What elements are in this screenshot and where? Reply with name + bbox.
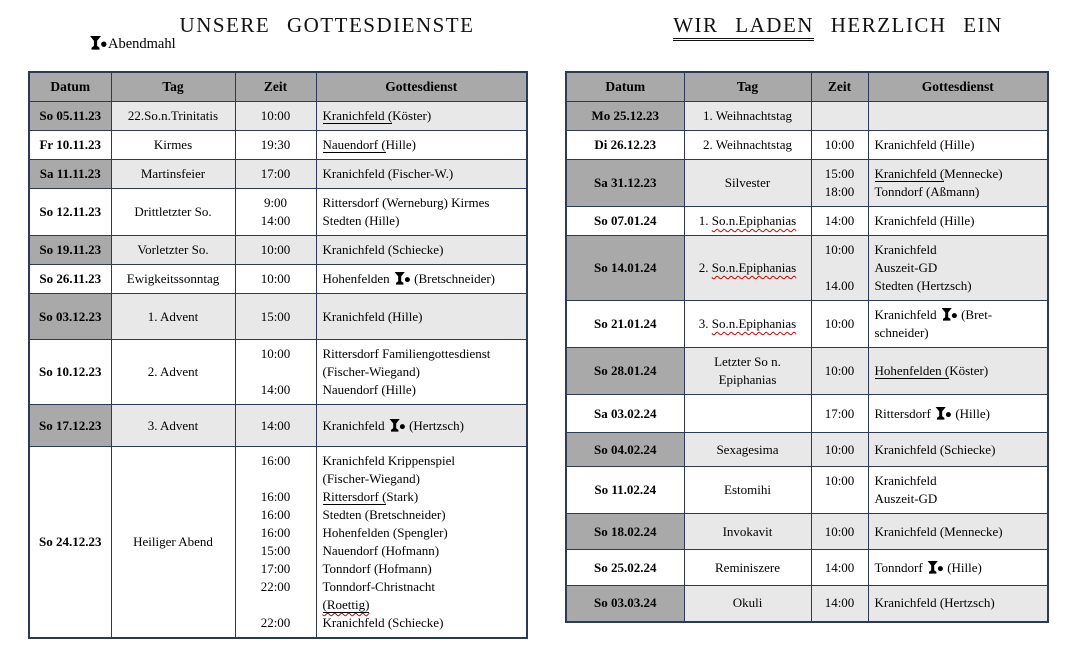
text-segment: Tonndorf (Aßmann)	[874, 184, 980, 199]
text-segment: 10:00	[824, 523, 855, 539]
table-row	[29, 340, 527, 405]
text-segment: 22.So.n.Trinitatis	[127, 108, 219, 123]
text-segment: Kranichfeld (	[322, 108, 393, 123]
text-segment: 19:30	[260, 137, 291, 152]
text-segment: 10:00	[824, 441, 855, 457]
table-row	[29, 294, 527, 340]
text-segment: Kranichfeld (Hille)	[874, 213, 975, 228]
text-segment: 3. Advent	[147, 417, 199, 433]
zeit-cell	[811, 586, 868, 622]
chalice-icon	[927, 561, 943, 574]
text-segment: Stedten (Hille)	[322, 213, 400, 228]
text-segment: So.n.Epiphanias	[711, 260, 797, 275]
text-segment: So.n.Epiphanias	[711, 213, 797, 228]
communion-legend	[88, 36, 176, 53]
gottesdienst-cell	[868, 433, 1048, 467]
text-segment: Kranichfeld (Hille)	[874, 137, 975, 152]
datum-cell: Mo 25.12.23	[566, 102, 684, 131]
text-segment: Hohenfelden (	[874, 363, 950, 378]
gottesdienst-cell	[316, 236, 527, 265]
zeit-cell	[811, 207, 868, 236]
text-segment: (Bretschneider)	[410, 271, 495, 286]
table-row	[566, 348, 1048, 395]
table-row	[29, 189, 527, 236]
text-segment: Hohenfelden (Spengler)	[322, 525, 448, 540]
zeit-cell	[235, 447, 316, 639]
text-segment: 2. Weihnachtstag	[703, 137, 792, 152]
gottesdienst-cell	[316, 265, 527, 294]
zeit-cell	[811, 131, 868, 160]
text-segment: 2. Advent	[147, 364, 199, 379]
datum-cell: So 07.01.24	[566, 207, 684, 236]
zeit-cell	[811, 514, 868, 550]
tag-cell	[684, 207, 811, 236]
gottesdienst-cell	[316, 189, 527, 236]
text-segment: Nauendorf (Hofmann)	[322, 543, 440, 558]
text-segment: Tonndorf	[874, 559, 926, 575]
column-header: Tag	[684, 72, 811, 102]
zeit-cell	[811, 433, 868, 467]
text-segment: 14:00	[824, 213, 855, 228]
text-segment: Rittersdorf (	[322, 489, 387, 504]
zeit-cell	[811, 348, 868, 395]
text-segment: (Hille)	[943, 559, 982, 575]
text-segment: Kranichfeld (Schiecke)	[874, 441, 996, 457]
text-segment: 15:00	[824, 166, 855, 181]
datum-cell: So 28.01.24	[566, 348, 684, 395]
invitation-table-right	[565, 71, 1049, 623]
text-segment: Kranichfeld	[874, 307, 940, 322]
text-segment: 22:00	[260, 579, 291, 594]
gottesdienst-cell	[868, 348, 1048, 395]
text-segment: Kranichfeld	[874, 242, 937, 257]
text-segment: 17:00	[824, 405, 855, 421]
text-segment: (Roettig)	[322, 597, 370, 612]
text-segment: schneider)	[874, 325, 929, 340]
text-segment: Auszeit-GD	[874, 260, 938, 275]
tag-cell	[111, 340, 235, 405]
text-segment: 22:00	[260, 615, 291, 630]
chalice-icon	[394, 272, 410, 285]
column-header: Zeit	[235, 72, 316, 102]
datum-cell: So 12.11.23	[29, 189, 111, 236]
datum-cell: Sa 11.11.23	[29, 160, 111, 189]
datum-cell: So 05.11.23	[29, 102, 111, 131]
text-segment: 1.	[698, 213, 712, 228]
tag-cell	[684, 467, 811, 514]
text-segment: Auszeit-GD	[874, 491, 938, 506]
gottesdienst-cell	[868, 160, 1048, 207]
text-segment: Kranichfeld	[874, 473, 937, 488]
gottesdienst-cell	[316, 160, 527, 189]
tag-cell	[111, 405, 235, 447]
text-segment: Ewigkeitssonntag	[126, 271, 220, 286]
gottesdienst-cell	[868, 514, 1048, 550]
right-title-rest: HERZLICH EIN	[813, 13, 1003, 37]
zeit-cell	[811, 395, 868, 433]
right-title-underlined: WIR LADEN	[673, 13, 814, 41]
column-header: Datum	[29, 72, 111, 102]
text-segment: Kranichfeld (Hertzsch)	[874, 595, 995, 611]
legend-label: Abendmahl	[108, 36, 176, 52]
table-row	[29, 160, 527, 189]
table-row	[29, 405, 527, 447]
text-segment: Kranichfeld (Hille)	[322, 308, 423, 324]
tag-cell	[684, 550, 811, 586]
table-row	[566, 395, 1048, 433]
text-segment: 1. Advent	[147, 308, 199, 324]
text-segment: Stedten (Hertzsch)	[874, 278, 972, 293]
text-segment: Letzter So n.	[714, 354, 781, 369]
text-segment: 17:00	[260, 166, 291, 181]
table-row	[566, 433, 1048, 467]
gottesdienst-cell	[868, 207, 1048, 236]
gottesdienst-cell	[868, 102, 1048, 131]
text-segment: 14:00	[260, 417, 291, 433]
text-segment: Kranichfeld (	[874, 166, 945, 181]
text-segment: So.n.Epiphanias	[711, 316, 797, 331]
datum-cell: So 14.01.24	[566, 236, 684, 301]
text-segment: Drittletzter So.	[134, 204, 212, 219]
gottesdienst-cell	[868, 131, 1048, 160]
text-segment: 16:00	[260, 525, 291, 540]
zeit-cell	[811, 102, 868, 131]
datum-cell: So 11.02.24	[566, 467, 684, 514]
text-segment: Mennecke)	[944, 166, 1003, 181]
column-header: Gottesdienst	[316, 72, 527, 102]
chalice-icon	[935, 407, 951, 420]
tag-cell	[684, 301, 811, 348]
right-title	[597, 13, 1073, 38]
text-segment: 15:00	[260, 543, 291, 558]
text-segment: 15:00	[260, 308, 291, 324]
text-segment: 14:00	[824, 595, 855, 611]
datum-cell: So 17.12.23	[29, 405, 111, 447]
gottesdienst-cell	[316, 131, 527, 160]
text-segment: Kranichfeld (Schiecke)	[322, 242, 444, 257]
text-segment: Nauendorf (Hille)	[322, 382, 416, 397]
datum-cell: So 03.03.24	[566, 586, 684, 622]
tag-cell	[111, 131, 235, 160]
datum-cell: So 10.12.23	[29, 340, 111, 405]
table-row	[566, 160, 1048, 207]
zeit-cell	[235, 340, 316, 405]
zeit-cell	[235, 160, 316, 189]
text-segment: 1. Weihnachtstag	[703, 108, 792, 123]
zeit-cell	[235, 294, 316, 340]
text-segment: Tonndorf-Christnacht	[322, 579, 435, 594]
text-segment: Hohenfelden	[322, 271, 393, 286]
gottesdienst-cell	[316, 405, 527, 447]
tag-cell	[111, 236, 235, 265]
datum-cell: Sa 03.02.24	[566, 395, 684, 433]
text-segment: 10:00	[260, 271, 291, 286]
table-row	[566, 514, 1048, 550]
text-segment: Heiliger Abend	[133, 534, 213, 549]
tag-cell	[684, 131, 811, 160]
tag-cell	[684, 514, 811, 550]
tag-cell	[684, 433, 811, 467]
table-row	[566, 550, 1048, 586]
left-title: UNSERE GOTTESDIENSTE	[179, 13, 475, 37]
tag-cell	[684, 236, 811, 301]
text-segment: Rittersdorf	[874, 405, 935, 421]
text-segment: (Fischer-Wiegand)	[322, 364, 420, 379]
text-segment: Kranichfeld	[322, 417, 388, 433]
text-segment: Kranichfeld Krippenspiel	[322, 453, 455, 468]
gottesdienst-cell	[316, 340, 527, 405]
tag-cell	[111, 265, 235, 294]
text-segment: 14.00	[824, 278, 855, 293]
text-segment: Tonndorf (Hofmann)	[322, 561, 432, 576]
gottesdienst-cell	[868, 236, 1048, 301]
text-segment: Rittersdorf (Werneburg) Kirmes	[322, 195, 490, 210]
text-segment: 16:00	[260, 507, 291, 522]
text-segment: 2.	[698, 260, 712, 275]
text-segment: Kranichfeld (Fischer-W.)	[322, 166, 454, 181]
text-segment: Reminiszere	[715, 559, 780, 575]
zeit-cell	[235, 102, 316, 131]
datum-cell: So 25.02.24	[566, 550, 684, 586]
table-row	[566, 207, 1048, 236]
text-segment: 16:00	[260, 489, 291, 504]
table-row	[29, 131, 527, 160]
text-segment: 17:00	[260, 561, 291, 576]
gottesdienst-cell	[868, 467, 1048, 514]
gottesdienst-cell	[316, 447, 527, 639]
tag-cell	[684, 102, 811, 131]
text-segment: (Hertzsch)	[405, 417, 464, 433]
text-segment: 16:00	[260, 453, 291, 468]
tag-cell	[684, 160, 811, 207]
tag-cell	[111, 189, 235, 236]
text-segment: 18:00	[824, 184, 855, 199]
text-segment: 10:00	[824, 363, 855, 378]
zeit-cell	[811, 160, 868, 207]
zeit-cell	[235, 236, 316, 265]
gottesdienst-cell	[868, 550, 1048, 586]
datum-cell: So 18.02.24	[566, 514, 684, 550]
zeit-cell	[811, 550, 868, 586]
text-segment: Kranichfeld (Schiecke)	[322, 615, 444, 630]
text-segment: Stark)	[386, 489, 419, 504]
table-row	[566, 131, 1048, 160]
text-segment: Invokavit	[722, 523, 773, 539]
zeit-cell	[235, 265, 316, 294]
text-segment: 10:00	[824, 242, 855, 257]
column-header: Zeit	[811, 72, 868, 102]
text-segment: (Fischer-Wiegand)	[322, 471, 420, 486]
gottesdienst-cell	[316, 102, 527, 131]
zeit-cell	[811, 236, 868, 301]
zeit-cell	[811, 301, 868, 348]
tag-cell	[684, 348, 811, 395]
datum-cell: So 26.11.23	[29, 265, 111, 294]
datum-cell: So 21.01.24	[566, 301, 684, 348]
text-segment: Martinsfeier	[140, 166, 206, 181]
chalice-icon	[941, 308, 957, 321]
chalice-icon	[389, 419, 405, 432]
tag-cell	[684, 395, 811, 433]
text-segment: Stedten (Bretschneider)	[322, 507, 446, 522]
header-row	[566, 72, 1048, 102]
text-segment: (Bret-	[957, 307, 993, 322]
text-segment: 10:00	[260, 346, 291, 361]
table-row	[566, 586, 1048, 622]
zeit-cell	[235, 405, 316, 447]
tag-cell	[111, 102, 235, 131]
text-segment: Kranichfeld (Mennecke)	[874, 523, 1003, 539]
text-segment: 14:00	[260, 213, 291, 228]
table-row	[566, 301, 1048, 348]
text-segment: Sexagesima	[716, 441, 779, 457]
chalice-icon	[89, 36, 107, 50]
table-row	[29, 236, 527, 265]
datum-cell: Sa 31.12.23	[566, 160, 684, 207]
text-segment: 9:00	[263, 195, 288, 210]
gottesdienst-cell	[868, 301, 1048, 348]
services-table-left	[28, 71, 528, 639]
gottesdienst-cell	[868, 395, 1048, 433]
header-row	[29, 72, 527, 102]
table-row	[29, 102, 527, 131]
gottesdienst-cell	[316, 294, 527, 340]
tag-cell	[111, 447, 235, 639]
datum-cell: So 19.11.23	[29, 236, 111, 265]
column-header: Gottesdienst	[868, 72, 1048, 102]
text-segment: Köster)	[949, 363, 989, 378]
table-row	[29, 447, 527, 639]
tag-cell	[111, 160, 235, 189]
datum-cell: Di 26.12.23	[566, 131, 684, 160]
text-segment: 10:00	[260, 108, 291, 123]
text-segment: 10:00	[824, 316, 855, 331]
tag-cell	[684, 586, 811, 622]
text-segment: Vorletzter So.	[137, 242, 209, 257]
text-segment: Hille)	[385, 137, 416, 152]
text-segment: Silvester	[724, 175, 771, 190]
text-segment: 14:00	[260, 382, 291, 397]
zeit-cell	[235, 131, 316, 160]
tag-cell	[111, 294, 235, 340]
text-segment: Köster)	[392, 108, 432, 123]
text-segment: Epiphanias	[718, 372, 777, 387]
text-segment: Estomihi	[724, 482, 771, 497]
text-segment: 14:00	[824, 559, 855, 575]
datum-cell: So 04.02.24	[566, 433, 684, 467]
datum-cell: So 03.12.23	[29, 294, 111, 340]
text-segment: Rittersdorf Familiengottesdienst	[322, 346, 491, 361]
text-segment: 10:00	[260, 242, 291, 257]
text-segment: Kirmes	[153, 137, 193, 152]
zeit-cell	[811, 467, 868, 514]
gottesdienst-cell	[868, 586, 1048, 622]
datum-cell: So 24.12.23	[29, 447, 111, 639]
column-header: Tag	[111, 72, 235, 102]
zeit-cell	[235, 189, 316, 236]
table-row	[566, 467, 1048, 514]
text-segment: (Hille)	[952, 405, 990, 421]
datum-cell: Fr 10.11.23	[29, 131, 111, 160]
text-segment: 3.	[698, 316, 712, 331]
table-row	[566, 236, 1048, 301]
text-segment: 10:00	[824, 137, 855, 152]
column-header: Datum	[566, 72, 684, 102]
text-segment: Nauendorf (	[322, 137, 386, 152]
table-row	[29, 265, 527, 294]
table-row	[566, 102, 1048, 131]
text-segment: 10:00	[824, 473, 855, 488]
text-segment: Okuli	[732, 595, 763, 611]
